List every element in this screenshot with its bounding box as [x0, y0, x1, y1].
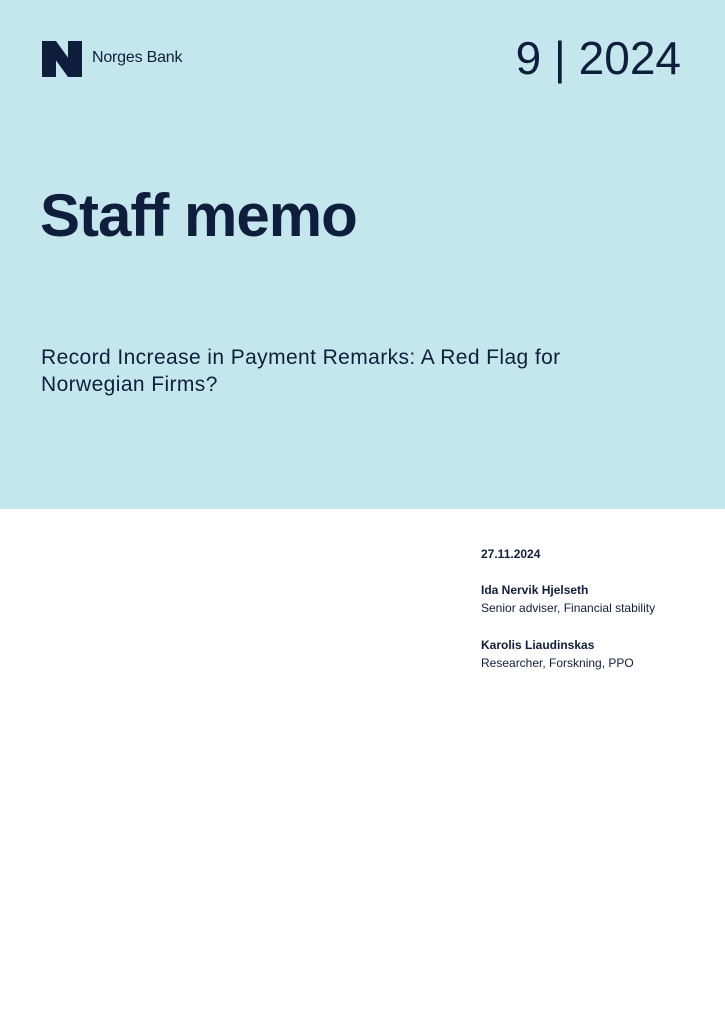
publication-date: 27.11.2024	[481, 547, 541, 561]
author-block	[481, 581, 711, 617]
brand-name: Norges Bank	[92, 49, 183, 66]
author-role: Senior adviser, Financial stability	[481, 601, 656, 615]
page-title: Staff memo	[40, 182, 357, 249]
author-name: Karolis Liaudinskas	[481, 638, 595, 652]
issue-number: 9 | 2024	[515, 32, 681, 84]
memo-metadata	[481, 545, 711, 691]
norges-bank-logo-icon	[42, 41, 82, 77]
author-role: Researcher, Forskning, PPO	[481, 656, 634, 670]
cover-panel	[0, 0, 725, 509]
author-block	[481, 636, 711, 672]
memo-subtitle: Record Increase in Payment Remarks: A Red Flag for Norwegian Firms?	[41, 346, 561, 396]
author-name: Ida Nervik Hjelseth	[481, 583, 589, 597]
